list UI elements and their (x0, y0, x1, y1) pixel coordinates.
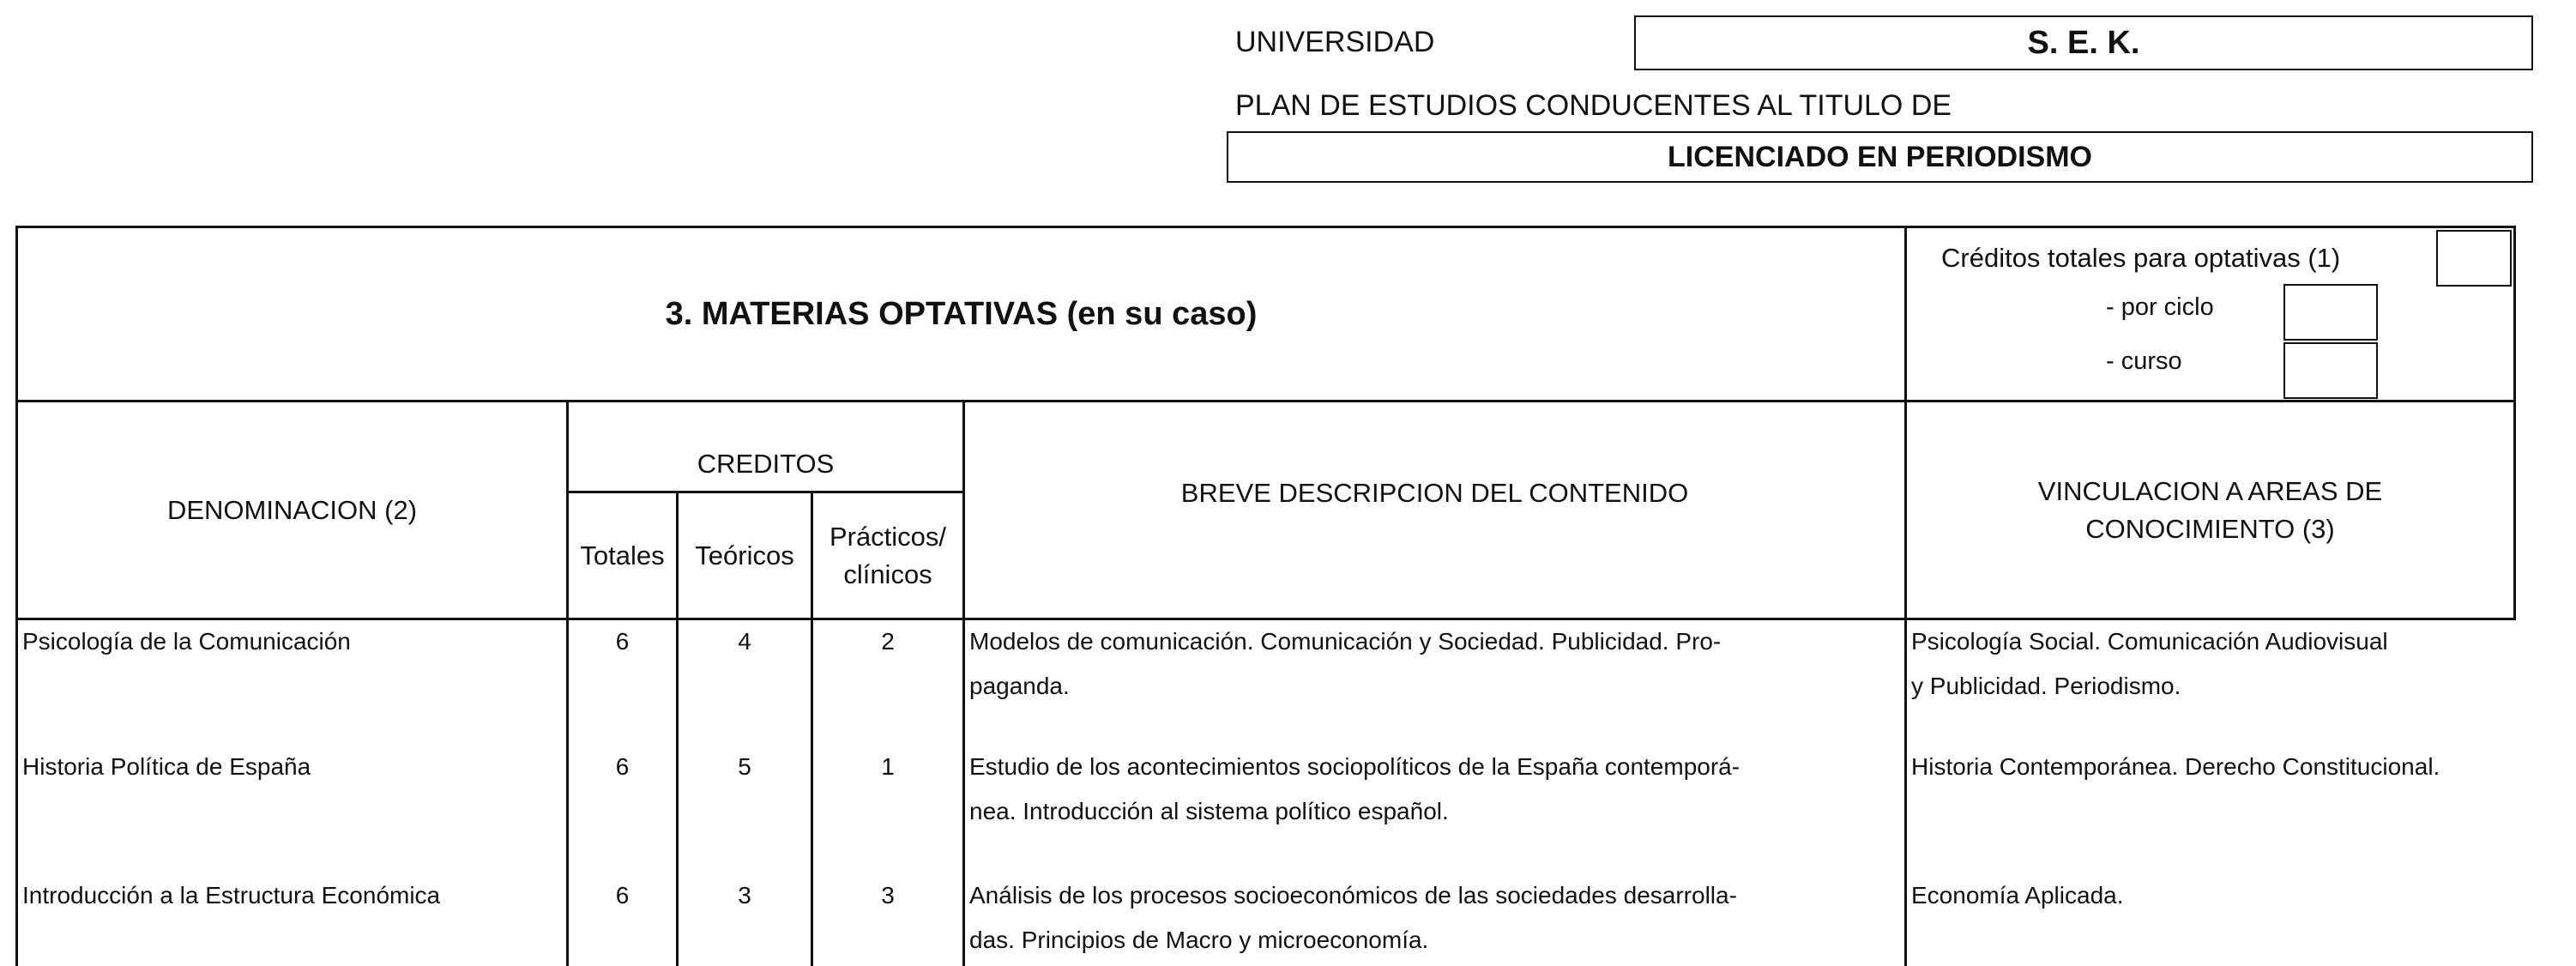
credits-teoricos: 5 (738, 753, 751, 780)
col-header-practicos-line2: clínicos (843, 558, 932, 589)
degree-field (1227, 131, 2533, 183)
description-line: Estudio de los acontecimientos sociopolíticos de la España contemporá- (969, 753, 1740, 780)
description-line: nea. Introducción al sistema político español. (969, 798, 1449, 824)
credits-totales: 6 (615, 753, 630, 780)
knowledge-area (1911, 745, 2440, 789)
credits-total-field (2436, 230, 2512, 287)
section-title-cell (18, 228, 1904, 400)
knowledge-area-line: y Publicidad. Periodismo. (1911, 673, 2181, 699)
description-line: das. Principios de Macro y microeconomía. (969, 927, 1429, 953)
subject-name: Introducción a la Estructura Económica (22, 882, 441, 909)
credits-practicos: 1 (881, 753, 895, 780)
col-header-creditos (569, 438, 962, 491)
subject-name: Psicología de la Comunicación (22, 628, 351, 655)
credits-totales: 6 (615, 628, 630, 655)
knowledge-area-line: Psicología Social. Comunicación Audiovisual (1911, 628, 2388, 655)
description-line: paganda. (969, 673, 1070, 699)
knowledge-area-line: Economía Aplicada. (1911, 882, 2124, 909)
university-name-field (1634, 15, 2533, 70)
university-name: S. E. K. (2027, 24, 2140, 61)
credits-teoricos: 4 (738, 628, 751, 655)
knowledge-area-line: Historia Contemporánea. Derecho Constitucional. (1911, 753, 2440, 780)
credits-teoricos: 3 (738, 882, 751, 909)
table-border-right (2513, 226, 2516, 620)
subject-description (969, 619, 1721, 709)
university-label: UNIVERSIDAD (1235, 26, 1435, 58)
col-header-practicos (813, 493, 962, 618)
subject-description (969, 745, 1740, 834)
knowledge-area (1911, 873, 2124, 918)
credits-practicos: 2 (881, 628, 895, 655)
plan-label: PLAN DE ESTUDIOS CONDUCENTES AL TITULO DE (1235, 89, 1952, 122)
credits-totales: 6 (615, 882, 630, 909)
subject-name: Historia Política de España (22, 753, 311, 780)
col-header-denominacion (18, 402, 566, 618)
credits-total-label: Créditos totales para optativas (1) (1941, 243, 2341, 273)
col-header-denominacion-label: DENOMINACION (2) (166, 494, 418, 525)
col-header-teoricos-label: Teóricos (695, 540, 794, 571)
col-header-creditos-label: CREDITOS (697, 449, 835, 479)
col-header-descripcion (965, 402, 1904, 618)
description-line: Modelos de comunicación. Comunicación y Sociedad. Publicidad. Pro- (969, 628, 1722, 655)
section-title: 3. MATERIAS OPTATIVAS (en su caso) (665, 296, 1258, 332)
credits-practicos: 3 (881, 882, 895, 909)
per-cycle-label: - por ciclo (2106, 293, 2214, 321)
col-header-vinculacion-line1: VINCULACION A AREAS DE (2037, 475, 2383, 506)
col-header-totales (569, 493, 676, 618)
col-header-teoricos (679, 493, 811, 618)
subject-description (969, 873, 1737, 963)
description-line: Análisis de los procesos socioeconómicos de las sociedades desarrolla- (969, 882, 1737, 909)
col-header-practicos-line1: Prácticos/ (829, 521, 947, 552)
course-label: - curso (2106, 347, 2182, 375)
col-header-descripcion-label: BREVE DESCRIPCION DEL CONTENIDO (1180, 477, 1689, 508)
per-cycle-field (2283, 284, 2378, 341)
degree-title: LICENCIADO EN PERIODISMO (1668, 140, 2092, 173)
col-header-totales-label: Totales (580, 540, 665, 571)
course-field (2283, 342, 2378, 399)
knowledge-area (1911, 619, 2388, 709)
col-header-vinculacion-line2: CONOCIMIENTO (3) (2085, 513, 2335, 544)
col-header-vinculacion (1907, 402, 2513, 618)
